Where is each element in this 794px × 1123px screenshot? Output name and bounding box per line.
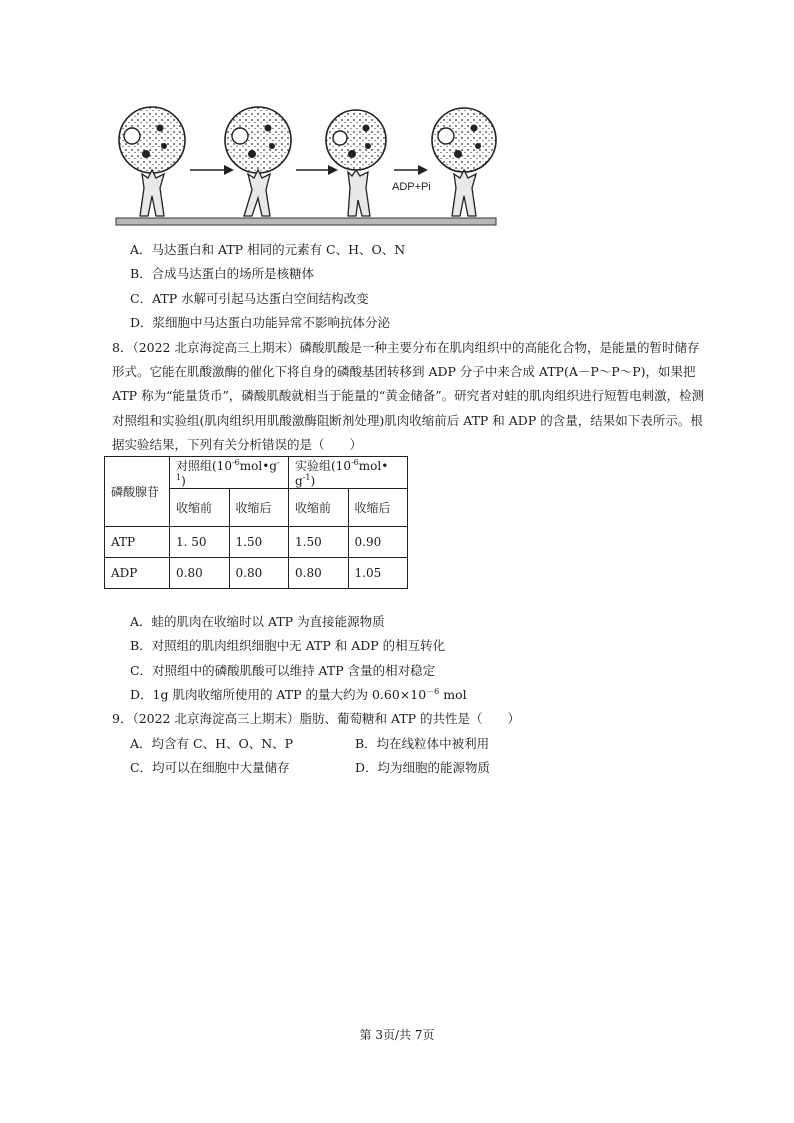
sub-header: 收缩后	[229, 489, 289, 527]
q8-option-d: D．1g 肌肉收缩所使用的 ATP 的量大约为 $0.60\times 10^{-6}$ mol	[130, 686, 467, 702]
arrow-2	[296, 165, 338, 175]
q7-option-b: B．合成马达蛋白的场所是核糖体	[130, 266, 315, 281]
sub-header: 收缩前	[170, 489, 230, 527]
row-label: ATP	[105, 527, 170, 558]
motor-protein-figure	[112, 106, 502, 232]
table-row	[105, 558, 408, 589]
control-group-header: 对照组$(10^{-6}mol•g^{-1})$	[170, 457, 289, 489]
vesicle-stage-1	[119, 107, 185, 216]
table-cell: 1.05	[348, 558, 408, 589]
q8-stem-line-1: 8．（2022 北京海淀高三上期末）磷酸肌酸是一种主要分布在肌肉组织中的高能化合物，是能量的暂时储存	[112, 340, 700, 355]
q8-stem-line-4: 对照组和实验组(肌肉组织用肌酸激酶阻断剂处理)肌肉收缩前后 ATP 和 ADP 的含量，结果如下表所示。根	[112, 413, 703, 428]
q8-option-a: A．蛙的肌肉在收缩时以 ATP 为直接能源物质	[130, 614, 385, 629]
table-cell: 0.80	[229, 558, 289, 589]
table-cell: 1. 50	[170, 527, 230, 558]
q8-stem-line-3: ATP 称为“能量货币”，磷酸肌酸就相当于能量的“黄金储备”。研究者对蛙的肌肉组织进行短暂电刺激，检测	[112, 388, 705, 403]
q8-stem-line-2: 形式。它能在肌酸激酶的催化下将自身的磷酸基团转移到 ADP 分子中来合成 ATP(A－P～P～P)，如果把	[112, 364, 696, 379]
q7-option-a: A．马达蛋白和 ATP 相同的元素有 C、H、O、N	[130, 242, 406, 257]
table-cell: 0.80	[289, 558, 349, 589]
q8-stem-line-5: 据实验结果，下列有关分析错误的是（ ）	[112, 437, 363, 452]
q9-option-a: A．均含有 C、H、O、N、P	[130, 736, 294, 751]
atp-adp-table	[104, 456, 408, 589]
sub-header: 收缩前	[289, 489, 349, 527]
table-cell: 1.50	[229, 527, 289, 558]
vesicle-stage-2	[225, 107, 291, 216]
q7-option-c: C．ATP 水解可引起马达蛋白空间结构改变	[130, 291, 369, 306]
experiment-group-header: 实验组($10^{-6}mol•$ $g^{-1}$)	[289, 457, 408, 489]
q8-option-c: C．对照组中的磷酸肌酸可以维持 ATP 含量的相对稳定	[130, 663, 436, 678]
q9-option-d: D．均为细胞的能源物质	[355, 760, 491, 775]
vesicle-stage-3	[326, 110, 386, 216]
table-cell: 0.90	[348, 527, 408, 558]
table-row	[105, 527, 408, 558]
vesicle-stage-4	[432, 108, 496, 216]
page-footer: 第 3页/共 7页	[359, 1028, 435, 1042]
q8-option-b: B．对照组的肌肉组织细胞中无 ATP 和 ADP 的相互转化	[130, 638, 446, 653]
table-cell: 1.50	[289, 527, 349, 558]
microfilament-track	[116, 218, 496, 225]
sub-header: 收缩后	[348, 489, 408, 527]
q9-option-c: C．均可以在细胞中大量储存	[130, 760, 290, 775]
arrow-1	[190, 165, 234, 175]
row-label: ADP	[105, 558, 170, 589]
q9-option-b: B．均在线粒体中被利用	[355, 736, 490, 751]
q7-option-d: D．浆细胞中马达蛋白功能异常不影响抗体分泌	[130, 315, 391, 330]
adp-pi-label: ADP+Pi	[392, 181, 431, 193]
q9-stem: 9．（2022 北京海淀高三上期末）脂肪、葡萄糖和 ATP 的共性是（ ）	[112, 711, 521, 726]
motor-protein-diagram	[112, 106, 502, 232]
table-corner: 磷酸腺苷	[105, 457, 170, 527]
arrow-3	[394, 165, 428, 175]
table-cell: 0.80	[170, 558, 230, 589]
